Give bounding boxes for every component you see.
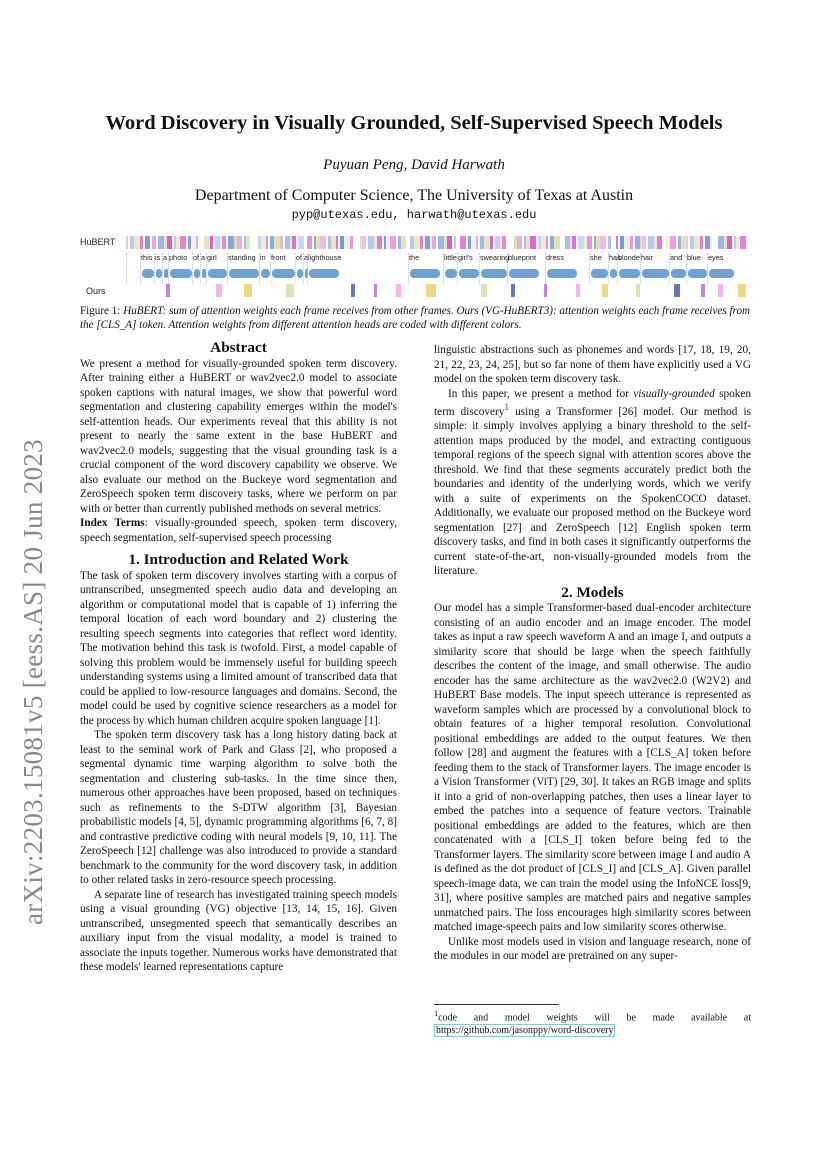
attention-bar [237, 236, 242, 249]
row-label-hubert: HuBERT [80, 237, 116, 247]
left-column [80, 341, 397, 975]
section-2-paragraph-1: Our model has a simple Transformer-based dual-encoder architecture consisting of an audio encoder and an image encoder. The model takes as input a raw speech waveform A and an image I, and outputs a similarity score that should be large when the speech faithfully describes the content of the image, and small otherwise. The audio encoder has the same architecture as the wav2vec2.0 (W2V2) and HuBERT Base models. The input speech utterance is represented as waveform samples which are processed by a convolutional block to obtain features of a higher temporal resolution. Convolutional positional embeddings are added to the output features. We then follow [28] and augment the features with a [CLS_A] token before feeding them to the stack of Transformer layers. The image encoder is a Vision Transformer (ViT) [29, 30]. It takes an RGB image and splits it into a grid of non-overlapping patches, then uses a linear layer to embed the patches into a sequence of feature vectors. Trainable positional embeddings are added to the features, which are then concatenated with a [CLS_I] token before being fed to the Transformer layers. The similarity score between image I and audio A is defined as the dot product of [CLS_I] and [CLS_A]. Given parallel speech-image data, we can train the model using the InfoNCE loss[9, 31], where positive samples are matched pairs and negative samples unmatched pairs. The loss encourages high similarity scores between matched image-speech pairs and low similarity scores otherwise. [434, 602, 751, 934]
attention-bar [336, 236, 338, 249]
speech-waveform [142, 269, 154, 278]
attention-bar [216, 284, 222, 297]
attention-bar [481, 284, 487, 297]
section-1-paragraph-3: A separate line of research has investigated training speech models using a visual grounding (VG) objective [13, 14, 15, 16]. Given untranscribed, unsegmented speech that semantically describes an auxiliary input from the visual modality, a model is trained to associate the inputs together. Numerous works have demonstrated that these models' learned representations capture [80, 888, 397, 973]
abstract-heading: Abstract [210, 339, 267, 356]
speech-waveform [688, 269, 707, 278]
attention-bar [196, 236, 198, 249]
speech-waveform [229, 269, 259, 278]
attention-bar [576, 284, 580, 297]
index-terms-text: : visually-grounded speech, spoken term discovery, speech segmentation, self-supervised speech processing [80, 517, 398, 544]
speech-waveform [509, 269, 539, 278]
attention-bar [374, 284, 377, 297]
hubert-attention-strip [126, 236, 748, 249]
speech-waveform [547, 269, 577, 278]
row-label-ours: Ours [86, 286, 106, 296]
attention-bar [511, 284, 515, 297]
authors: Puyuan Peng, David Harwath [323, 157, 505, 173]
aligned-word: eyes [708, 253, 724, 262]
figure-caption [80, 304, 750, 333]
section-1-paragraph-4: linguistic abstractions such as phonemes and words [17, 18, 19, 20, 21, 22, 23, 24, 25], but so far none of them have explicitly used a VG model on the spoken term discovery task. [434, 344, 751, 385]
footnote-rule [434, 1004, 559, 1005]
attention-bar [476, 236, 478, 249]
attention-bar [280, 236, 283, 249]
word-alignment-row [126, 253, 749, 283]
attention-bar [740, 236, 746, 249]
attention-bar [630, 236, 633, 249]
attention-bar [292, 236, 296, 249]
email: pyp@utexas.edu, harwath@utexas.edu [291, 208, 537, 222]
section-1-paragraph-5: In this paper, we present a method for visually-grounded spoken term discovery$^1$ using a Transformer [26] model. Our method is simple: it simply involves applying a binary threshold to the self-attention maps produced by the model, and extracting contiguous temporal regions of the speech signal with attention scores above the threshold. We find that these segments accurately predict both the boundaries and identity of the underlying words, which we verify with a suite of experiments on the SpokenCOCO dataset. Additionally, we evaluate our proposed method on the Buckeye word segmentation [27] and ZeroSpeech [12] English spoken term discovery tasks, and find in both cases it significantly outperforms the current state-of-the-art, non-visually-grounded models from the literature. [434, 387, 751, 578]
speech-waveform [445, 269, 457, 278]
speech-waveform [170, 269, 192, 278]
speech-waveform [459, 269, 479, 278]
attention-bar [460, 236, 466, 249]
aligned-word: blue [687, 253, 701, 262]
index-terms-label: Index Terms [80, 517, 145, 529]
attention-bar [180, 236, 186, 249]
attention-bar [432, 236, 436, 249]
aligned-word: blonde [618, 253, 640, 262]
speech-waveform [410, 269, 440, 278]
speech-waveform [261, 269, 270, 278]
attention-bar [686, 236, 688, 249]
attention-bar [701, 284, 705, 297]
speech-waveform [272, 269, 295, 278]
attention-bar [152, 236, 156, 249]
section-2-paragraph-2: Unlike most models used in vision and language research, none of the modules in our model are pretrained on any super- [434, 935, 751, 963]
attention-bar [674, 284, 680, 297]
aligned-word: and [670, 253, 683, 262]
paper-title: Word Discovery in Visually Grounded, Self-Supervised Speech Models [105, 112, 723, 134]
attention-bar [727, 236, 732, 249]
attention-bar [145, 236, 150, 249]
aligned-word: a [304, 253, 309, 262]
attention-bar [244, 284, 252, 297]
aligned-word: girl's [458, 253, 473, 262]
attention-bar [351, 284, 355, 297]
attention-bar [642, 236, 646, 249]
attention-bar [710, 236, 712, 249]
attention-bar [166, 284, 170, 297]
attention-bar [298, 236, 304, 249]
section-2-heading: 2. Models [561, 583, 624, 601]
aligned-word: lighthouse [308, 253, 342, 262]
attention-bar [222, 236, 226, 249]
attention-bar [554, 236, 560, 249]
aligned-word: the [409, 253, 420, 262]
speech-waveform [481, 269, 507, 278]
attention-bar [362, 236, 366, 249]
aligned-word: blueprint [508, 253, 536, 262]
section-1-heading: 1. Introduction and Related Work [128, 551, 349, 568]
aligned-word: she [590, 253, 602, 262]
attention-bar [546, 236, 548, 249]
aligned-word: in [260, 253, 266, 262]
attention-bar [657, 236, 662, 249]
attention-bar [544, 284, 547, 297]
attention-bar [167, 236, 172, 249]
aligned-word: little [444, 253, 457, 262]
attention-bar [390, 236, 396, 249]
ours-attention-strip [126, 284, 748, 297]
aligned-word: girl [207, 253, 217, 262]
attention-bar [396, 284, 401, 297]
attention-bar [608, 236, 611, 249]
attention-bar [286, 284, 294, 297]
speech-waveform [610, 269, 617, 278]
aligned-word: a [201, 253, 206, 262]
speech-waveform [208, 269, 227, 278]
attention-bar [307, 236, 312, 249]
attention-bar [426, 284, 436, 297]
figure-caption-text: HuBERT: sum of attention weights each frame receives from other frames. Ours (VG-HuBERT3): attention weights each frame receives from the [CLS_A] token. Attention weights from different attention heads are coded with different colors. [80, 305, 750, 332]
attention-bar [447, 236, 452, 249]
aligned-word: swearing [480, 253, 510, 262]
footnote-link[interactable]: https://github.com/jasonppy/word-discovery [436, 1024, 614, 1036]
index-terms [80, 516, 397, 545]
figure-caption-label: Figure 1: [80, 305, 121, 317]
aligned-word: dress [546, 253, 564, 262]
section-1-paragraph-2: The spoken term discovery task has a long history dating back at least to the seminal work of Park and Glass [2], who proposed a segmental dynamic time warping algorithm to solve both the segmentation and clustering sub-tasks. In the time since then, numerous other approaches have been proposed, based on techniques such as refinements to the S-DTW algorithm [3], Bayesian probabilistic models [4, 5], dynamic programming algorithms [6, 7, 8] and contrastive predictive coding with neural models [9, 10, 11]. The ZeroSpeech [12] challenge was also introduced to provide a standard benchmark to the community for the word discovery task, in addition to other related tasks in zero-resource speech processing. [80, 729, 397, 886]
right-column [434, 343, 751, 964]
affiliation: Department of Computer Science, The University of Texas at Austin [194, 187, 634, 204]
attention-bar [738, 284, 746, 297]
aligned-word: is [155, 253, 161, 262]
attention-bar [350, 236, 353, 249]
attention-bar [420, 236, 423, 249]
speech-waveform [309, 269, 339, 278]
attention-bar [401, 236, 406, 249]
attention-bar [210, 236, 213, 249]
speech-waveform [671, 269, 686, 278]
aligned-word: has [609, 253, 621, 262]
attention-bar [718, 284, 723, 297]
aligned-word: of [296, 253, 303, 262]
aligned-word: a [163, 253, 168, 262]
attention-bar [320, 236, 326, 249]
aligned-word: standing [228, 253, 256, 262]
section-1-paragraph-1: The task of spoken term discovery involves starting with a corpus of untranscribed, unsegmented speech audio data and developing an algorithm or computational model that is capable of 1) inferring the temporal location of each word boundary and 2) clustering the resulting speech segments into categories that reflect word identity. The motivation behind this task is twofold. First, a model capable of solving this problem would be immensely useful for building speech understanding systems using a limited amount of transcribed data that could be applied to low-resource languages and domains. Second, the model could be used by cognitive science researchers as a model for the process by which human children acquire spoken language [1]. [80, 569, 397, 727]
speech-waveform [619, 269, 640, 278]
aligned-word: hair [641, 253, 654, 262]
attention-bar [126, 236, 128, 249]
attention-bar [616, 236, 618, 249]
attention-bar [140, 236, 143, 249]
aligned-word: this [141, 253, 153, 262]
footnote-marker[interactable]: 1 [504, 403, 510, 413]
attention-bar [602, 284, 608, 297]
attention-bar [530, 236, 536, 249]
arxiv-identifier: arXiv:2203.15081v5 [eess.AS] 20 Jun 2023 [18, 439, 48, 925]
footnote: $^1$code and model weights will be made available at https://github.com/jasonppy/word-discovery [434, 1009, 751, 1036]
aligned-word: of [193, 253, 200, 262]
figure-1 [78, 232, 752, 302]
attention-bar [246, 236, 250, 249]
attention-bar [587, 236, 592, 249]
attention-bar [700, 236, 703, 249]
speech-waveform [709, 269, 734, 278]
speech-waveform [642, 269, 669, 278]
speech-waveform [591, 269, 608, 278]
attention-bar [572, 236, 576, 249]
attention-bar [377, 236, 382, 249]
attention-bar [266, 236, 268, 249]
aligned-word: photo [169, 253, 188, 262]
abstract-text: We present a method for visually-grounded spoken term discovery. After training either a HuBERT or wav2vec2.0 model to associate spoken captions with natural images, we show that powerful word segmentation and clustering capability emerges within the model's self-attention heads. Our experiments reveal that this ability is not present to nearly the same extent in the base HuBERT and wav2vec2.0 models, suggesting that the visual grounding task is a crucial component of the word discovery capability we observe. We also evaluate our method on the Buckeye word segmentation and ZeroSpeech spoken term discovery tasks, where we perform on par with or better than currently published methods on several metrics. [80, 357, 397, 515]
attention-bar [502, 236, 506, 249]
attention-bar [670, 236, 676, 249]
attention-bar [600, 236, 606, 249]
attention-bar [454, 236, 456, 249]
attention-bar [636, 284, 640, 297]
attention-bar [517, 236, 522, 249]
aligned-word: front [271, 253, 286, 262]
attention-bar [490, 236, 493, 249]
